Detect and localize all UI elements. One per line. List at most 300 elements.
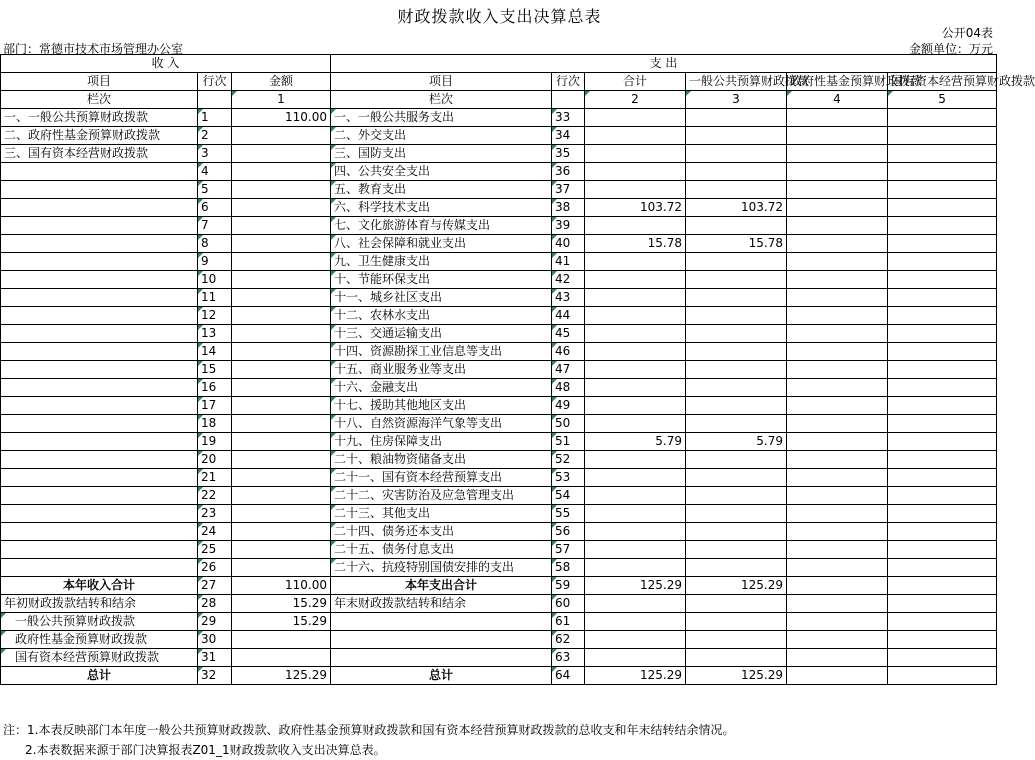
income-item[interactable]: [1, 217, 198, 235]
expense-total[interactable]: [585, 145, 686, 163]
carry-general-label[interactable]: 一般公共预算财政拨款: [1, 613, 198, 631]
expense-total[interactable]: [585, 253, 686, 271]
expense-gov-fund[interactable]: [787, 289, 888, 307]
expense-total[interactable]: [585, 379, 686, 397]
cell[interactable]: [787, 631, 888, 649]
expense-item[interactable]: 七、文化旅游体育与传媒支出: [331, 217, 552, 235]
expense-general[interactable]: [686, 253, 787, 271]
end-carry-no[interactable]: 60: [552, 595, 585, 613]
income-row-no[interactable]: 16: [198, 379, 232, 397]
income-amount[interactable]: [232, 271, 331, 289]
grand-total-label-right[interactable]: 总计: [331, 667, 552, 685]
income-row-no[interactable]: 22: [198, 487, 232, 505]
cell[interactable]: [331, 649, 552, 667]
expense-row-no[interactable]: 54: [552, 487, 585, 505]
income-item[interactable]: [1, 289, 198, 307]
expense-row-no[interactable]: 43: [552, 289, 585, 307]
expense-state-capital[interactable]: [888, 451, 997, 469]
income-amount[interactable]: [232, 343, 331, 361]
expense-state-capital[interactable]: [888, 109, 997, 127]
col-exp-item[interactable]: 项目: [331, 73, 552, 91]
cell[interactable]: [585, 631, 686, 649]
row-63-no[interactable]: 63: [552, 649, 585, 667]
expense-state-capital[interactable]: [888, 505, 997, 523]
expense-row-no[interactable]: 47: [552, 361, 585, 379]
expense-state-capital[interactable]: [888, 217, 997, 235]
expense-item[interactable]: 五、教育支出: [331, 181, 552, 199]
income-amount[interactable]: [232, 559, 331, 577]
income-item[interactable]: [1, 235, 198, 253]
cell[interactable]: [585, 613, 686, 631]
income-row-no[interactable]: 23: [198, 505, 232, 523]
col-total[interactable]: 合计: [585, 73, 686, 91]
expense-row-no[interactable]: 53: [552, 469, 585, 487]
income-item[interactable]: [1, 487, 198, 505]
expense-gov-fund[interactable]: [787, 109, 888, 127]
cell[interactable]: [232, 631, 331, 649]
colnum-empty[interactable]: [198, 91, 232, 109]
expense-item[interactable]: 十八、自然资源海洋气象等支出: [331, 415, 552, 433]
expense-gov-fund[interactable]: [787, 487, 888, 505]
income-amount[interactable]: [232, 541, 331, 559]
expense-total-value[interactable]: 125.29: [585, 577, 686, 595]
expense-general[interactable]: [686, 217, 787, 235]
col-general[interactable]: 一般公共预算财政拨款: [686, 73, 787, 91]
income-row-no[interactable]: 14: [198, 343, 232, 361]
income-row-no[interactable]: 15: [198, 361, 232, 379]
expense-state-capital[interactable]: [888, 271, 997, 289]
expense-gov-fund[interactable]: [787, 181, 888, 199]
income-item[interactable]: 二、政府性基金预算财政拨款: [1, 127, 198, 145]
col-gov-fund[interactable]: 政府性基金预算财政拨款: [787, 73, 888, 91]
income-item[interactable]: [1, 451, 198, 469]
expense-item[interactable]: 二十四、债务还本支出: [331, 523, 552, 541]
income-item[interactable]: [1, 181, 198, 199]
income-row-no[interactable]: 17: [198, 397, 232, 415]
expense-item[interactable]: 三、国防支出: [331, 145, 552, 163]
income-row-no[interactable]: 3: [198, 145, 232, 163]
expense-item[interactable]: 四、公共安全支出: [331, 163, 552, 181]
expense-general[interactable]: [686, 163, 787, 181]
expense-total[interactable]: [585, 487, 686, 505]
expense-item[interactable]: 十三、交通运输支出: [331, 325, 552, 343]
cell[interactable]: [888, 595, 997, 613]
expense-general[interactable]: [686, 289, 787, 307]
income-amount[interactable]: [232, 253, 331, 271]
col-amount[interactable]: 金额: [232, 73, 331, 91]
income-row-no[interactable]: 1: [198, 109, 232, 127]
expense-total[interactable]: [585, 307, 686, 325]
expense-gov-fund[interactable]: [787, 379, 888, 397]
expense-general[interactable]: [686, 541, 787, 559]
expense-gov-fund[interactable]: [787, 559, 888, 577]
colnum-3[interactable]: 3: [686, 91, 787, 109]
expense-item[interactable]: 八、社会保障和就业支出: [331, 235, 552, 253]
income-amount[interactable]: [232, 397, 331, 415]
income-item[interactable]: [1, 541, 198, 559]
expense-total[interactable]: 15.78: [585, 235, 686, 253]
income-item[interactable]: [1, 325, 198, 343]
expense-general[interactable]: [686, 523, 787, 541]
expense-total[interactable]: [585, 163, 686, 181]
cell[interactable]: [331, 631, 552, 649]
expense-row-no[interactable]: 42: [552, 271, 585, 289]
cell[interactable]: [888, 613, 997, 631]
income-row-no[interactable]: 12: [198, 307, 232, 325]
income-amount[interactable]: [232, 415, 331, 433]
income-row-no[interactable]: 26: [198, 559, 232, 577]
expense-total[interactable]: [585, 415, 686, 433]
expense-row-no[interactable]: 48: [552, 379, 585, 397]
income-row-no[interactable]: 18: [198, 415, 232, 433]
row-62-no[interactable]: 62: [552, 631, 585, 649]
end-carry-label[interactable]: 年末财政拨款结转和结余: [331, 595, 552, 613]
colnum-label-left[interactable]: 栏次: [1, 91, 198, 109]
expense-gov-fund[interactable]: [787, 361, 888, 379]
colnum-1[interactable]: 1: [232, 91, 331, 109]
income-row-no[interactable]: 19: [198, 433, 232, 451]
income-amount[interactable]: [232, 469, 331, 487]
income-amount[interactable]: [232, 181, 331, 199]
expense-general[interactable]: [686, 145, 787, 163]
cell[interactable]: [888, 649, 997, 667]
expense-header[interactable]: 支 出: [331, 55, 997, 73]
income-amount[interactable]: [232, 145, 331, 163]
expense-state-capital[interactable]: [888, 433, 997, 451]
grand-total-value-left[interactable]: 125.29: [232, 667, 331, 685]
income-amount[interactable]: [232, 433, 331, 451]
expense-row-no[interactable]: 58: [552, 559, 585, 577]
expense-state-capital[interactable]: [888, 289, 997, 307]
expense-total-general[interactable]: 125.29: [686, 577, 787, 595]
expense-total[interactable]: [585, 505, 686, 523]
income-header[interactable]: 收 入: [1, 55, 331, 73]
income-row-no[interactable]: 24: [198, 523, 232, 541]
cell[interactable]: [787, 577, 888, 595]
income-item[interactable]: [1, 271, 198, 289]
expense-item[interactable]: 二十三、其他支出: [331, 505, 552, 523]
expense-gov-fund[interactable]: [787, 433, 888, 451]
expense-row-no[interactable]: 41: [552, 253, 585, 271]
expense-row-no[interactable]: 36: [552, 163, 585, 181]
colnum-2[interactable]: 2: [585, 91, 686, 109]
cell[interactable]: [888, 631, 997, 649]
income-row-no[interactable]: 8: [198, 235, 232, 253]
income-row-no[interactable]: 21: [198, 469, 232, 487]
income-item[interactable]: [1, 163, 198, 181]
expense-total[interactable]: [585, 523, 686, 541]
expense-total[interactable]: [585, 361, 686, 379]
expense-total[interactable]: [585, 289, 686, 307]
expense-gov-fund[interactable]: [787, 253, 888, 271]
col-exp-row-no[interactable]: 行次: [552, 73, 585, 91]
expense-item[interactable]: 二十、粮油物资储备支出: [331, 451, 552, 469]
income-item[interactable]: [1, 469, 198, 487]
cell[interactable]: [787, 649, 888, 667]
expense-total[interactable]: [585, 541, 686, 559]
expense-total[interactable]: [585, 109, 686, 127]
expense-general[interactable]: 5.79: [686, 433, 787, 451]
expense-item[interactable]: 九、卫生健康支出: [331, 253, 552, 271]
cell[interactable]: [686, 613, 787, 631]
expense-row-no[interactable]: 37: [552, 181, 585, 199]
expense-row-no[interactable]: 35: [552, 145, 585, 163]
expense-gov-fund[interactable]: [787, 415, 888, 433]
income-item[interactable]: [1, 505, 198, 523]
colnum-5[interactable]: 5: [888, 91, 997, 109]
income-row-no[interactable]: 4: [198, 163, 232, 181]
expense-row-no[interactable]: 46: [552, 343, 585, 361]
expense-total[interactable]: [585, 181, 686, 199]
income-item[interactable]: [1, 343, 198, 361]
income-amount[interactable]: [232, 163, 331, 181]
income-amount[interactable]: [232, 199, 331, 217]
expense-gov-fund[interactable]: [787, 523, 888, 541]
expense-total[interactable]: [585, 271, 686, 289]
expense-row-no[interactable]: 52: [552, 451, 585, 469]
income-row-no[interactable]: 20: [198, 451, 232, 469]
carry-no[interactable]: 28: [198, 595, 232, 613]
expense-total-no[interactable]: 59: [552, 577, 585, 595]
expense-state-capital[interactable]: [888, 145, 997, 163]
income-amount[interactable]: [232, 235, 331, 253]
expense-state-capital[interactable]: [888, 235, 997, 253]
expense-total[interactable]: [585, 451, 686, 469]
income-amount[interactable]: [232, 379, 331, 397]
expense-row-no[interactable]: 45: [552, 325, 585, 343]
expense-total[interactable]: [585, 469, 686, 487]
carry-general-no[interactable]: 29: [198, 613, 232, 631]
income-amount[interactable]: [232, 217, 331, 235]
expense-general[interactable]: [686, 181, 787, 199]
col-state-capital[interactable]: 国有资本经营预算财政拨款: [888, 73, 997, 91]
cell[interactable]: [585, 649, 686, 667]
cell[interactable]: [888, 577, 997, 595]
expense-row-no[interactable]: 39: [552, 217, 585, 235]
expense-total[interactable]: [585, 559, 686, 577]
grand-total-label-left[interactable]: 总计: [1, 667, 198, 685]
income-item[interactable]: [1, 253, 198, 271]
income-total-value[interactable]: 110.00: [232, 577, 331, 595]
expense-item[interactable]: 十九、住房保障支出: [331, 433, 552, 451]
expense-row-no[interactable]: 34: [552, 127, 585, 145]
expense-total-label[interactable]: 本年支出合计: [331, 577, 552, 595]
expense-state-capital[interactable]: [888, 181, 997, 199]
cell[interactable]: [585, 595, 686, 613]
row-61-no[interactable]: 61: [552, 613, 585, 631]
colnum-label-right[interactable]: 栏次: [331, 91, 552, 109]
expense-item[interactable]: 二十五、债务付息支出: [331, 541, 552, 559]
expense-total[interactable]: 103.72: [585, 199, 686, 217]
expense-gov-fund[interactable]: [787, 505, 888, 523]
expense-general[interactable]: [686, 415, 787, 433]
expense-row-no[interactable]: 56: [552, 523, 585, 541]
carry-general-value[interactable]: 15.29: [232, 613, 331, 631]
expense-general[interactable]: [686, 127, 787, 145]
expense-gov-fund[interactable]: [787, 307, 888, 325]
expense-gov-fund[interactable]: [787, 199, 888, 217]
income-item[interactable]: [1, 379, 198, 397]
col-item[interactable]: 项目: [1, 73, 198, 91]
expense-gov-fund[interactable]: [787, 397, 888, 415]
expense-general[interactable]: [686, 451, 787, 469]
expense-general[interactable]: [686, 397, 787, 415]
expense-total[interactable]: [585, 343, 686, 361]
income-amount[interactable]: [232, 523, 331, 541]
expense-gov-fund[interactable]: [787, 541, 888, 559]
expense-general[interactable]: 103.72: [686, 199, 787, 217]
expense-state-capital[interactable]: [888, 343, 997, 361]
expense-general[interactable]: 15.78: [686, 235, 787, 253]
cell[interactable]: [888, 667, 997, 685]
colnum-4[interactable]: 4: [787, 91, 888, 109]
expense-gov-fund[interactable]: [787, 163, 888, 181]
expense-total[interactable]: [585, 397, 686, 415]
expense-general[interactable]: [686, 271, 787, 289]
cell[interactable]: [686, 631, 787, 649]
income-row-no[interactable]: 6: [198, 199, 232, 217]
expense-item[interactable]: 十一、城乡社区支出: [331, 289, 552, 307]
expense-state-capital[interactable]: [888, 199, 997, 217]
income-amount[interactable]: [232, 289, 331, 307]
grand-total-general[interactable]: 125.29: [686, 667, 787, 685]
expense-item[interactable]: 十、节能环保支出: [331, 271, 552, 289]
expense-row-no[interactable]: 33: [552, 109, 585, 127]
income-amount[interactable]: [232, 487, 331, 505]
expense-gov-fund[interactable]: [787, 127, 888, 145]
col-row-no[interactable]: 行次: [198, 73, 232, 91]
expense-general[interactable]: [686, 307, 787, 325]
expense-item[interactable]: 二十一、国有资本经营预算支出: [331, 469, 552, 487]
expense-state-capital[interactable]: [888, 253, 997, 271]
expense-state-capital[interactable]: [888, 469, 997, 487]
expense-gov-fund[interactable]: [787, 325, 888, 343]
income-row-no[interactable]: 11: [198, 289, 232, 307]
expense-general[interactable]: [686, 109, 787, 127]
cell[interactable]: [331, 613, 552, 631]
expense-row-no[interactable]: 49: [552, 397, 585, 415]
income-item[interactable]: [1, 523, 198, 541]
expense-item[interactable]: 二十二、灾害防治及应急管理支出: [331, 487, 552, 505]
expense-state-capital[interactable]: [888, 523, 997, 541]
expense-gov-fund[interactable]: [787, 343, 888, 361]
income-row-no[interactable]: 9: [198, 253, 232, 271]
expense-item[interactable]: 十二、农林水支出: [331, 307, 552, 325]
expense-general[interactable]: [686, 343, 787, 361]
income-item[interactable]: 一、一般公共预算财政拨款: [1, 109, 198, 127]
carry-label[interactable]: 年初财政拨款结转和结余: [1, 595, 198, 613]
expense-gov-fund[interactable]: [787, 271, 888, 289]
expense-row-no[interactable]: 40: [552, 235, 585, 253]
grand-total-value-right[interactable]: 125.29: [585, 667, 686, 685]
expense-state-capital[interactable]: [888, 163, 997, 181]
expense-item[interactable]: 二十六、抗疫特别国债安排的支出: [331, 559, 552, 577]
expense-gov-fund[interactable]: [787, 451, 888, 469]
expense-item[interactable]: 一、一般公共服务支出: [331, 109, 552, 127]
income-row-no[interactable]: 2: [198, 127, 232, 145]
grand-total-no-right[interactable]: 64: [552, 667, 585, 685]
expense-state-capital[interactable]: [888, 307, 997, 325]
expense-state-capital[interactable]: [888, 541, 997, 559]
expense-state-capital[interactable]: [888, 415, 997, 433]
income-amount[interactable]: [232, 325, 331, 343]
income-item[interactable]: [1, 397, 198, 415]
income-row-no[interactable]: 7: [198, 217, 232, 235]
expense-general[interactable]: [686, 487, 787, 505]
expense-gov-fund[interactable]: [787, 235, 888, 253]
income-amount[interactable]: [232, 307, 331, 325]
expense-state-capital[interactable]: [888, 127, 997, 145]
expense-general[interactable]: [686, 379, 787, 397]
income-amount[interactable]: [232, 505, 331, 523]
expense-row-no[interactable]: 51: [552, 433, 585, 451]
expense-item[interactable]: 十四、资源勘探工业信息等支出: [331, 343, 552, 361]
cell[interactable]: [686, 595, 787, 613]
expense-item[interactable]: 十五、商业服务业等支出: [331, 361, 552, 379]
expense-state-capital[interactable]: [888, 397, 997, 415]
cell[interactable]: [787, 667, 888, 685]
expense-item[interactable]: 十六、金融支出: [331, 379, 552, 397]
carry-state-capital-label[interactable]: 国有资本经营预算财政拨款: [1, 649, 198, 667]
expense-gov-fund[interactable]: [787, 145, 888, 163]
income-amount[interactable]: [232, 451, 331, 469]
cell[interactable]: [787, 595, 888, 613]
cell[interactable]: [232, 649, 331, 667]
expense-item[interactable]: 二、外交支出: [331, 127, 552, 145]
expense-item[interactable]: 六、科学技术支出: [331, 199, 552, 217]
income-item[interactable]: 三、国有资本经营财政拨款: [1, 145, 198, 163]
expense-total[interactable]: [585, 217, 686, 235]
expense-general[interactable]: [686, 505, 787, 523]
expense-row-no[interactable]: 44: [552, 307, 585, 325]
income-item[interactable]: [1, 307, 198, 325]
income-amount[interactable]: [232, 361, 331, 379]
expense-gov-fund[interactable]: [787, 469, 888, 487]
income-item[interactable]: [1, 415, 198, 433]
grand-total-no-left[interactable]: 32: [198, 667, 232, 685]
income-row-no[interactable]: 25: [198, 541, 232, 559]
income-item[interactable]: [1, 559, 198, 577]
cell[interactable]: [787, 613, 888, 631]
income-total-no[interactable]: 27: [198, 577, 232, 595]
carry-gov-fund-label[interactable]: 政府性基金预算财政拨款: [1, 631, 198, 649]
expense-row-no[interactable]: 50: [552, 415, 585, 433]
expense-state-capital[interactable]: [888, 487, 997, 505]
expense-general[interactable]: [686, 361, 787, 379]
expense-state-capital[interactable]: [888, 559, 997, 577]
income-item[interactable]: [1, 199, 198, 217]
cell[interactable]: [686, 649, 787, 667]
expense-general[interactable]: [686, 559, 787, 577]
expense-state-capital[interactable]: [888, 325, 997, 343]
expense-item[interactable]: 十七、援助其他地区支出: [331, 397, 552, 415]
expense-row-no[interactable]: 38: [552, 199, 585, 217]
expense-total[interactable]: 5.79: [585, 433, 686, 451]
carry-state-capital-no[interactable]: 31: [198, 649, 232, 667]
colnum-empty[interactable]: [552, 91, 585, 109]
expense-general[interactable]: [686, 325, 787, 343]
expense-total[interactable]: [585, 127, 686, 145]
expense-row-no[interactable]: 55: [552, 505, 585, 523]
income-item[interactable]: [1, 361, 198, 379]
income-amount[interactable]: [232, 127, 331, 145]
expense-total[interactable]: [585, 325, 686, 343]
expense-general[interactable]: [686, 469, 787, 487]
expense-state-capital[interactable]: [888, 361, 997, 379]
expense-gov-fund[interactable]: [787, 217, 888, 235]
expense-state-capital[interactable]: [888, 379, 997, 397]
carry-gov-fund-no[interactable]: 30: [198, 631, 232, 649]
